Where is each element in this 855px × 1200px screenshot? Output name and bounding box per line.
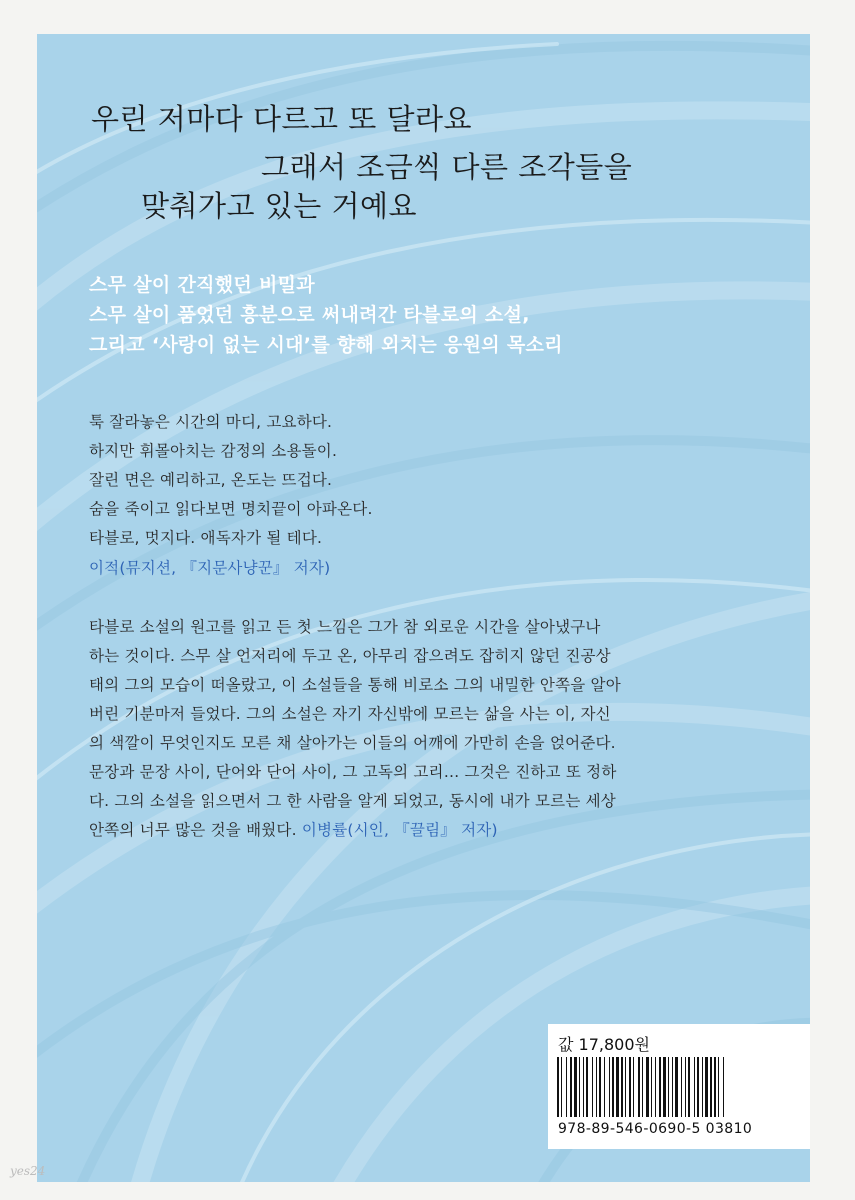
watermark-signature: yes24 [10, 1164, 46, 1178]
headline-line-1: 우린 저마다 다르고 또 달라요 [91, 102, 473, 136]
back-cover [37, 34, 810, 1182]
review-2-line: 안쪽의 너무 많은 것을 배웠다. [89, 821, 297, 839]
review-2-line: 다. 그의 소설을 읽으면서 그 한 사람을 알게 되었고, 동시에 내가 모르는 세상 [89, 792, 616, 810]
review-1-author: 이적(뮤지션, 『지문사냥꾼』 저자) [89, 559, 331, 577]
review-1-line: 툭 잘라놓은 시간의 마디, 고요하다. [89, 413, 333, 431]
subheadline-line-1: 스무 살이 간직했던 비밀과 [89, 274, 315, 296]
review-2-author: 이병률(시인, 『끌림』 저자) [301, 821, 498, 839]
barcode [557, 1057, 803, 1117]
price-barcode-box [548, 1024, 810, 1149]
headline-line-2: 그래서 조금씩 다른 조각들을 [261, 150, 633, 184]
price-label: 값 17,800원 [558, 1035, 650, 1054]
review-1-line: 잘린 면은 예리하고, 온도는 뜨겁다. [89, 471, 333, 489]
review-2-line: 태의 그의 모습이 떠올랐고, 이 소설들을 통해 비로소 그의 내밀한 안쪽을 알아 [89, 676, 621, 694]
review-1-line: 하지만 휘몰아치는 감정의 소용돌이. [89, 442, 338, 460]
subheadline-line-2: 스무 살이 품었던 흥분으로 써내려간 타블로의 소설, [89, 304, 530, 326]
review-2-line: 문장과 문장 사이, 단어와 단어 사이, 그 고독의 고리… 그것은 진하고 또 정하 [89, 763, 617, 781]
review-2-line: 의 색깔이 무엇인지도 모른 채 살아가는 이들의 어깨에 가만히 손을 얹어준다. [89, 734, 616, 752]
review-2-line: 버린 기분마저 들었다. 그의 소설은 자기 자신밖에 모르는 삶을 사는 이, 자신 [89, 705, 611, 723]
review-2-line: 타블로 소설의 원고를 읽고 든 첫 느낌은 그가 참 외로운 시간을 살아냈구나 [89, 618, 601, 636]
review-2-line: 하는 것이다. 스무 살 언저리에 두고 온, 아무리 잡으려도 잡히지 않던 진공상 [89, 647, 611, 665]
subheadline-line-3: 그리고 ‘사랑이 없는 시대’를 향해 외치는 응원의 목소리 [89, 334, 563, 356]
review-2-last-line [89, 818, 498, 840]
review-1-line: 숨을 죽이고 읽다보면 명치끝이 아파온다. [89, 500, 373, 518]
headline-line-3: 맞춰가고 있는 거예요 [141, 189, 418, 223]
isbn-number: 978-89-546-0690-5 03810 [558, 1121, 753, 1137]
review-1-line: 타블로, 멋지다. 애독자가 될 테다. [89, 529, 323, 547]
